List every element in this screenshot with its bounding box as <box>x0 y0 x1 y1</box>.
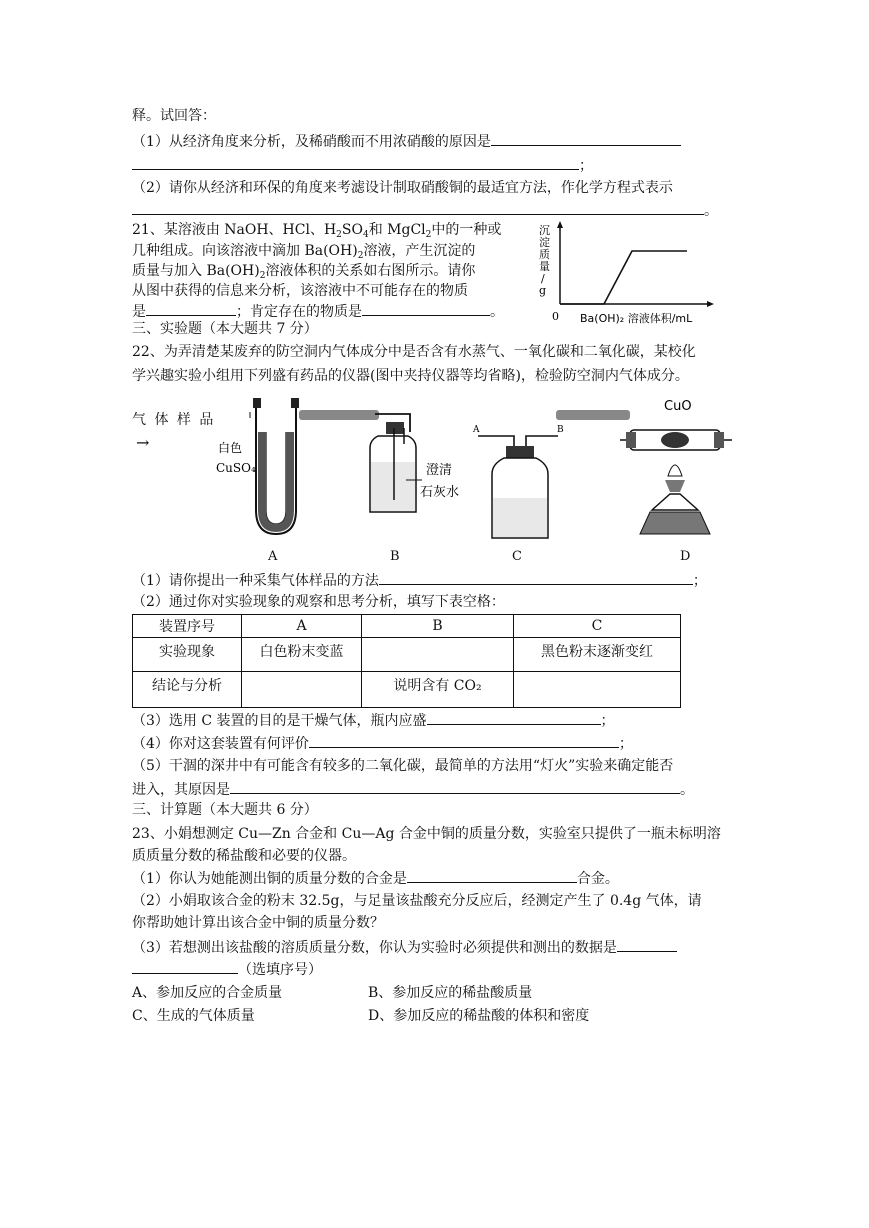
q23-option-c: C、生成的气体质量 <box>132 1008 255 1024</box>
q23-data-blank[interactable] <box>617 937 677 952</box>
q21-text: 中的一种或 <box>431 222 502 238</box>
apparatus-diagram <box>210 392 750 542</box>
table-cell-label: 结论与分析 <box>133 672 242 708</box>
graph-ylabel-char: 量 <box>539 260 550 273</box>
q22-part5-end: 。 <box>680 782 694 798</box>
q21-text: 是 <box>132 304 146 320</box>
q22-part4 <box>132 733 633 754</box>
intro-text: 释。试回答： <box>132 108 216 124</box>
q23-part2-line2: 你帮助她计算出该合金中铜的质量分数？ <box>132 915 384 931</box>
table-header-row <box>133 615 681 638</box>
q22-drying-agent-blank[interactable] <box>427 710 601 725</box>
q20-part1-answer-blank[interactable] <box>491 131 681 146</box>
q21-text: ；肯定存在的物质是 <box>236 304 362 320</box>
q22-part5-line2 <box>132 779 694 800</box>
q20-part2: （2）请你从经济和环保的角度来考滤设计制取硝酸铜的最适宜方法，作化学方程式表示 <box>132 180 673 196</box>
graph-ylabel-char: 淀 <box>539 236 550 249</box>
table-cell-input[interactable] <box>242 672 362 708</box>
gas-inlet-arrow: → <box>136 433 150 452</box>
apparatus-d-reagent-label: CuO <box>664 399 692 414</box>
table-cell-input[interactable] <box>362 638 514 672</box>
apparatus-c-bottle <box>478 436 558 538</box>
rubber-tube-ab <box>299 410 379 420</box>
apparatus-b-reagent-name: 石灰水 <box>420 485 460 500</box>
q23-line1: 23、小娟想测定 Cu—Zn 合金和 Cu—Ag 合金中铜的质量分数，实验室只提供了一瓶未标明溶 <box>132 826 721 842</box>
apparatus-a-reagent-label: 白色 <box>218 441 243 455</box>
q23-part2-line1: （2）小娟取该合金的粉末 32.5g，与足量该盐酸充分反应后，经测定产生了 0.4g 气体，请 <box>132 893 702 909</box>
apparatus-label-c: C <box>512 549 522 564</box>
q22-part5-text: 进入，其原因是 <box>132 782 230 798</box>
q20-part1-answer-blank-2[interactable] <box>132 155 579 170</box>
experiment-table <box>132 614 681 708</box>
q23-part1-end: 合金。 <box>576 871 619 887</box>
apparatus-d-burner <box>640 465 710 534</box>
q22-evaluation-blank[interactable] <box>309 733 619 748</box>
q21-line4: 从图中获得的信息来分析，该溶液中不可能存在的物质 <box>132 283 468 299</box>
graph-y-arrow <box>557 221 563 228</box>
q21-text: 21、某溶液由 NaOH、HCl、H <box>132 222 337 238</box>
q21-text: 溶液体积的关系如右图所示。请你 <box>265 263 476 279</box>
q23-line2: 质质量分数的稀盐酸和必要的仪器。 <box>132 848 356 864</box>
q23-part3-hint: （选填序号） <box>238 962 322 978</box>
q22-part3-end: ； <box>600 713 615 729</box>
q22-line2: 学兴趣实验小组用下列盛有药品的仪器(图中夹持仪器等均省略)，检验防空洞内气体成分。 <box>132 368 689 384</box>
apparatus-d-combustion-tube <box>620 430 732 450</box>
q23-alloy-blank[interactable] <box>407 868 577 883</box>
q20-part1-cont <box>132 155 593 176</box>
q22-line1: 22、为弄清楚某废弃的防空洞内气体成分中是否含有水蒸气、一氧化碳和二氧化碳，某校化 <box>132 344 696 360</box>
q23-data-blank-2[interactable] <box>132 959 238 974</box>
q20-part1-end: ； <box>579 158 593 174</box>
section-experiment: 三、实验题（本大题共 7 分） <box>132 321 318 337</box>
table-header-cell: A <box>242 615 362 638</box>
q23-part3-cont <box>132 959 322 980</box>
q22-sampling-method-blank[interactable] <box>379 570 693 585</box>
q21-sub: 4 <box>362 230 369 240</box>
q23-option-b: B、参加反应的稀盐酸质量 <box>368 985 533 1001</box>
precipitate-graph <box>532 218 718 330</box>
graph-ylabel-char: / <box>541 272 545 285</box>
table-cell-input[interactable] <box>514 672 681 708</box>
q23-option-d: D、参加反应的稀盐酸的体积和密度 <box>368 1008 590 1024</box>
q20-part1 <box>132 131 681 152</box>
q21-text: 和 MgCl <box>368 222 426 238</box>
q20-part2-answer-blank[interactable] <box>132 200 704 215</box>
q22-part1-text: （1）请你提出一种采集气体样品的方法 <box>132 573 379 589</box>
graph-ylabel-char: g <box>539 284 547 297</box>
q23-part3-text: （3）若想测出该盐酸的溶质质量分数，你认为实验时必须提供和测出的数据是 <box>132 940 617 956</box>
q22-part3-text: （3）选用 C 装置的目的是干燥气体，瓶内应盛 <box>132 713 427 729</box>
q23-part3 <box>132 937 677 958</box>
apparatus-label-d: D <box>680 549 691 564</box>
graph-origin: 0 <box>552 310 559 323</box>
q22-part1-end: ； <box>692 573 707 589</box>
q21-text: 几种组成。向该溶液中滴加 Ba(OH) <box>132 243 358 259</box>
graph-curve <box>560 251 687 304</box>
q21-text: 溶液，产生沉淀的 <box>363 243 476 259</box>
apparatus-a-reagent-formula: CuSO₄ <box>216 461 256 475</box>
q21-sub: 2 <box>425 230 432 240</box>
q21-sub: 2 <box>357 251 364 261</box>
q23-part1 <box>132 868 619 889</box>
table-cell: 说明含有 CO₂ <box>362 672 514 708</box>
q21-text: 质量与加入 Ba(OH) <box>132 263 260 279</box>
q21-text: SO <box>341 222 363 238</box>
apparatus-b-bottle <box>370 414 422 512</box>
q21-sub: 2 <box>259 271 266 281</box>
table-cell: 白色粉末变蓝 <box>242 638 362 672</box>
graph-ylabel-char: 质 <box>539 248 550 261</box>
graph-ylabel-char: 沉 <box>539 224 550 237</box>
q20-part2-end: 。 <box>704 203 718 219</box>
table-cell-label: 实验现象 <box>133 638 242 672</box>
table-row <box>133 638 681 672</box>
q23-part1-text: （1）你认为她能测出铜的质量分数的合金是 <box>132 871 407 887</box>
q22-part4-end: ； <box>618 736 633 752</box>
q22-reason-blank[interactable] <box>230 779 680 794</box>
apparatus-b-reagent-label: 澄清 <box>426 463 453 478</box>
apparatus-a-u-tube <box>250 398 300 534</box>
apparatus-label-b: B <box>390 549 400 564</box>
table-cell: 黑色粉末逐渐变红 <box>514 638 681 672</box>
q22-part1 <box>132 570 707 591</box>
apparatus-label-a: A <box>268 549 278 564</box>
q21-certain-blank[interactable] <box>362 301 490 316</box>
table-header-cell: B <box>362 615 514 638</box>
section-calculation: 三、计算题（本大题共 6 分） <box>132 802 318 818</box>
graph-xlabel: Ba(OH)₂ 溶液体积/mL <box>580 312 693 325</box>
apparatus-c-port-b: B <box>557 425 564 435</box>
table-header-cell: C <box>514 615 681 638</box>
table-row <box>133 672 681 708</box>
q22-part2: （2）通过你对实验现象的观察和思考分析，填写下表空格： <box>132 594 505 610</box>
table-header-cell: 装置序号 <box>133 615 242 638</box>
gas-sample-label: 气 体 样 品 <box>132 412 216 428</box>
q22-part5-line1: （5）干涸的深井中有可能含有较多的二氧化碳，最简单的方法用“灯火”实验来确定能否 <box>132 758 674 774</box>
q21-sub: 2 <box>336 230 342 240</box>
q22-part4-text: （4）你对这套装置有何评价 <box>132 736 309 752</box>
q22-part3 <box>132 710 615 731</box>
graph-x-arrow <box>707 301 714 307</box>
q21-text: 。 <box>490 304 504 320</box>
rubber-tube-cd <box>556 410 630 420</box>
apparatus-c-port-a: A <box>473 425 480 435</box>
q21-impossible-blank[interactable] <box>146 301 236 316</box>
q20-part1-text: （1）从经济角度来分析，及稀硝酸而不用浓硝酸的原因是 <box>132 134 491 150</box>
q23-option-a: A、参加反应的合金质量 <box>132 985 283 1001</box>
